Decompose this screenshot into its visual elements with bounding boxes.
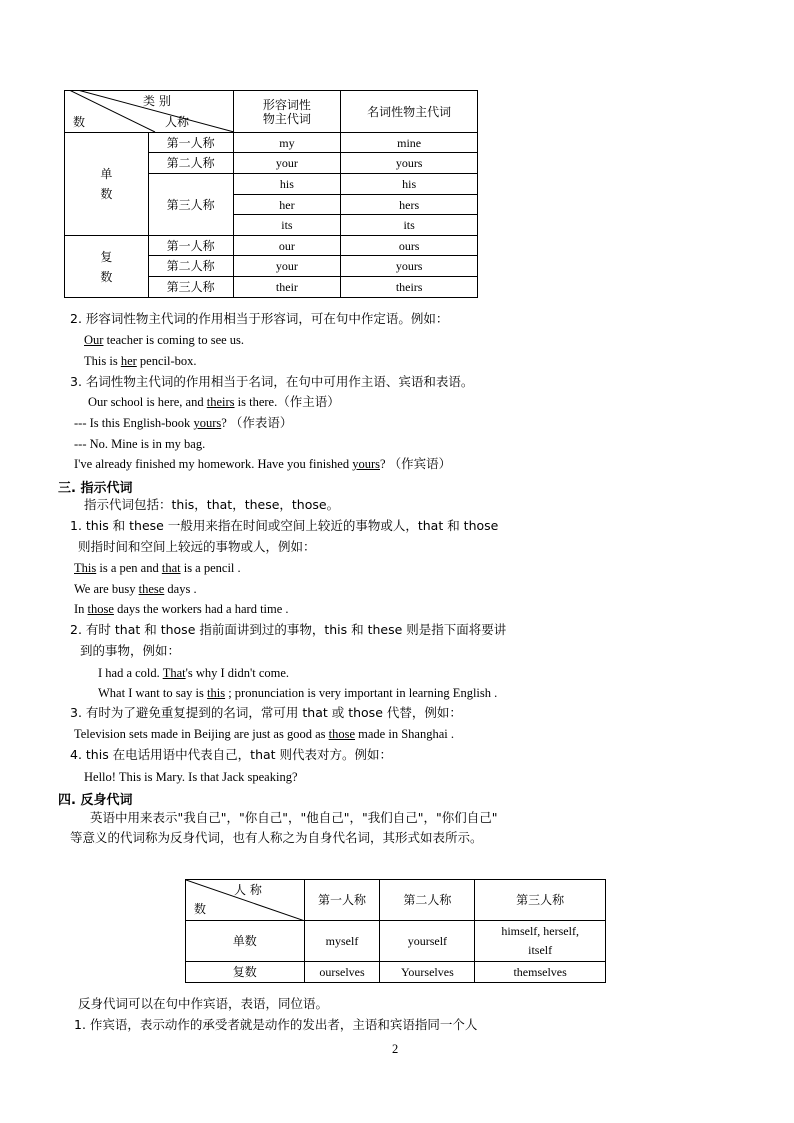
underlined-word: yours (352, 457, 380, 471)
underlined-word: that (161, 561, 181, 575)
example-text: is there.（作主语） (234, 395, 340, 409)
person-cell: 第二人称 (148, 256, 233, 277)
example-text: teacher is coming to see us. (103, 333, 245, 347)
example-text: ? （作表语） (221, 416, 293, 430)
underlined-word: these (138, 582, 165, 596)
underlined-word: those (328, 727, 356, 741)
underlined-word: Our (84, 333, 104, 347)
example-text: This is (84, 354, 121, 368)
example-text: is a pencil . (180, 561, 241, 575)
example-text: ? （作宾语） (380, 457, 452, 471)
example-text: We are busy (74, 582, 139, 596)
person-cell: 第一人称 (148, 236, 233, 256)
person-cell: 第二人称 (148, 153, 233, 174)
example-line (74, 415, 292, 431)
diagonal-header-cell (186, 880, 305, 921)
underlined-word: This (74, 561, 97, 575)
underlined-word: her (120, 354, 137, 368)
adj-cell: your (233, 153, 341, 174)
noun-cell: hers (341, 195, 478, 215)
example-line (84, 353, 197, 369)
paragraph: 则指时间和空间上较远的事物或人，例如： (78, 539, 316, 554)
header-person: 人称 (165, 115, 190, 129)
possessive-pronoun-table (64, 90, 478, 298)
example-text: is a pen and (96, 561, 162, 575)
example-text: Television sets made in Beijing are just as good as (74, 727, 329, 741)
adj-cell: my (233, 133, 341, 153)
header-number: 数 (194, 902, 207, 916)
col-header-noun: 名词性物主代词 (341, 91, 478, 133)
noun-cell: yours (341, 256, 478, 277)
adj-cell: their (233, 277, 341, 298)
paragraph: 反身代词可以在句中作宾语，表语，同位语。 (78, 996, 329, 1011)
paragraph-2: 2. 形容词性物主代词的作用相当于形容词，可在句中作定语。例如： (70, 311, 449, 326)
header-category: 类 别 (143, 94, 171, 108)
underlined-word: theirs (206, 395, 235, 409)
person-cell: 第一人称 (148, 133, 233, 153)
diagonal-header-cell (65, 91, 234, 133)
example-text: ; pronunciation is very important in learning English . (225, 686, 498, 700)
adj-cell: her (233, 195, 341, 215)
example-text: 's why I didn't come. (185, 666, 290, 680)
reflexive-cell: himself, herself, itself (475, 921, 606, 962)
example-line (74, 726, 454, 742)
person-cell: 第三人称 (148, 174, 233, 236)
adj-cell: its (233, 215, 341, 236)
row-label-singular: 单数 (186, 921, 305, 962)
underlined-word: yours (193, 416, 222, 430)
paragraph: 1. this 和 these 一般用来指在时间或空间上较近的事物或人，that 和 those (70, 518, 499, 533)
example-line (74, 560, 241, 576)
row-label-plural: 复数 (186, 962, 305, 983)
reflexive-cell: themselves (475, 962, 606, 983)
paragraph: 4. this 在电话用语中代表自己，that 则代表对方。例如： (70, 747, 393, 762)
adj-cell: his (233, 174, 341, 195)
example-line (98, 665, 289, 681)
example-line (88, 394, 340, 410)
adj-cell: your (233, 256, 341, 277)
noun-cell: yours (341, 153, 478, 174)
example-text: days the workers had a hard time . (113, 602, 289, 616)
example-line: --- No. Mine is in my bag. (74, 437, 206, 451)
section-heading: 三. 指示代词 (58, 481, 133, 496)
reflexive-cell: Yourselves (380, 962, 475, 983)
example-text: What I want to say is (98, 686, 208, 700)
underlined-word: this (207, 686, 226, 700)
example-line (74, 456, 451, 472)
section-intro: 英语中用来表示"我自己"，"你自己"，"他自己"，"我们自己"，"你们自己" (90, 810, 498, 825)
example-text: pencil-box. (136, 354, 197, 368)
noun-cell: its (341, 215, 478, 236)
section-heading: 四. 反身代词 (58, 793, 133, 808)
example-text: In (74, 602, 88, 616)
example-text: made in Shanghai . (355, 727, 454, 741)
example-text: Our school is here, and (88, 395, 207, 409)
paragraph: 1. 作宾语，表示动作的承受者就是动作的发出者，主语和宾语指同一个人 (74, 1017, 478, 1032)
example-line (84, 332, 244, 348)
underlined-word: That (162, 666, 186, 680)
col-header-second-person: 第二人称 (380, 880, 475, 921)
example-text: I've already finished my homework. Have you finished (74, 457, 353, 471)
example-line: Hello! This is Mary. Is that Jack speaking? (84, 770, 298, 784)
page-number: 2 (392, 1042, 399, 1056)
plural-label: 复 数 (65, 236, 149, 298)
paragraph: 2. 有时 that 和 those 指前面讲到过的事物，this 和 these 则是指下面将要讲 (70, 622, 507, 637)
singular-label: 单 数 (65, 133, 149, 236)
adj-cell: our (233, 236, 341, 256)
example-text: I had a cold. (98, 666, 163, 680)
example-line (98, 685, 497, 701)
col-header-adjective: 形容词性 物主代词 (233, 91, 341, 133)
example-text: days . (164, 582, 197, 596)
example-text: --- Is this English-book (74, 416, 194, 430)
example-line (74, 581, 197, 597)
reflexive-cell: yourself (380, 921, 475, 962)
example-line (74, 601, 289, 617)
col-header-third-person: 第三人称 (475, 880, 606, 921)
reflexive-cell: ourselves (304, 962, 380, 983)
paragraph-3: 3. 名词性物主代词的作用相当于名词，在句中可用作主语、宾语和表语。 (70, 374, 474, 389)
section-intro: 指示代词包括：this，that，these，those。 (84, 497, 340, 512)
header-number: 数 (73, 115, 86, 129)
header-person: 人 称 (234, 883, 262, 897)
noun-cell: ours (341, 236, 478, 256)
noun-cell: his (341, 174, 478, 195)
person-cell: 第三人称 (148, 277, 233, 298)
noun-cell: mine (341, 133, 478, 153)
underlined-word: those (87, 602, 114, 616)
section-intro: 等意义的代词称为反身代词，也有人称之为自身代名词，其形式如表所示。 (70, 830, 483, 845)
paragraph: 到的事物，例如： (80, 643, 181, 658)
reflexive-cell: myself (304, 921, 380, 962)
reflexive-pronoun-table (185, 879, 606, 983)
col-header-first-person: 第一人称 (304, 880, 380, 921)
noun-cell: theirs (341, 277, 478, 298)
paragraph: 3. 有时为了避免重复提到的名词，常可用 that 或 those 代替，例如： (70, 705, 462, 720)
